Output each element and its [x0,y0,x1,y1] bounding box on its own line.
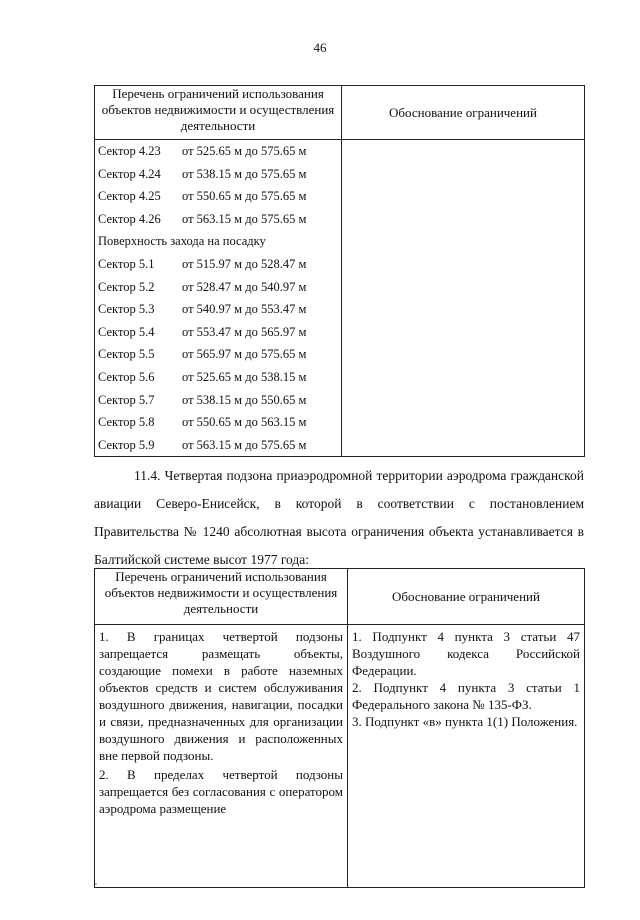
sector-row [95,140,341,163]
sector-name: Сектор 5.2 [98,279,155,294]
scan-speck [95,883,97,885]
sector-name: Сектор 5.4 [98,324,155,339]
sector-row [95,389,341,412]
sector-row [95,163,341,186]
restriction-item: 1. В границах четвертой подзоны запрещается размещать объекты, создающие помехи в работе наземных объектов средств и систем обслуживания воздушного движения, навигации, посадки и связи, предназначенных для организации воздушного движения и расположенных вне первой подзоны. [99,629,343,763]
sector-name: Сектор 4.23 [98,144,161,158]
paragraph-11-4 [94,462,584,574]
sector-row [95,230,341,253]
sector-name: Сектор 5.9 [98,437,155,452]
sector-height-range: от 538.15 м до 550.65 м [182,392,307,407]
sector-height-range: от 563.15 м до 575.65 м [182,211,307,226]
sector-name: Сектор 4.26 [98,211,161,226]
justification-item: 1. Подпункт 4 пункта 3 статьи 47 Воздушного кодекса Российской Федерации. [352,629,580,678]
sector-height-range: от 550.65 м до 563.15 м [182,415,307,430]
sector-height-range: от 540.97 м до 553.47 м [182,302,307,317]
sector-list [95,140,342,457]
paragraph-number: 11.4. [134,468,161,483]
restrictions-cell [95,625,348,888]
sector-height-range: от 565.97 м до 575.65 м [182,347,307,362]
sector-row [95,321,341,344]
restrictions-table-upper [94,85,585,457]
sector-name: Сектор 5.6 [98,369,155,384]
sector-name: Поверхность захода на посадку [98,234,266,249]
sector-height-range: от 563.15 м до 575.65 м [182,437,307,452]
sector-name: Сектор 4.24 [98,166,161,181]
sector-name: Сектор 5.7 [98,392,155,407]
table-header-justification: Обоснование ограничений [342,86,585,140]
sector-row [95,208,341,231]
sector-name: Сектор 5.8 [98,415,155,430]
restrictions-table-lower [94,568,585,888]
table-header-restrictions: Перечень ограничений использования объектов недвижимости и осуществления деятельности [95,569,348,625]
sector-name: Сектор 5.5 [98,347,155,362]
table-header-restrictions: Перечень ограничений использования объектов недвижимости и осуществления деятельности [95,86,342,140]
sector-row [95,185,341,208]
sector-row [95,343,341,366]
justification-cell-empty [342,140,585,457]
paragraph-text: Четвертая подзона приаэродромной территории аэродрома гражданской авиации Северо-Енисейск, в которой в соответствии с постановлением Правительства № 1240 абсолютная высота ограничения объекта устанавливается в Балтийской системе высот 1977 года: [94,468,584,567]
sector-height-range: от 538.15 м до 575.65 м [182,166,307,181]
sector-height-range: от 525.65 м до 575.65 м [182,144,307,158]
sector-row [95,276,341,299]
sector-row [95,253,341,276]
sector-height-range: от 553.47 м до 565.97 м [182,324,307,339]
sector-row [95,298,341,321]
sector-name: Сектор 5.1 [98,256,155,271]
justification-item: 2. Подпункт 4 пункта 3 статьи 1 Федерального закона № 135-ФЗ. [352,680,580,712]
sector-row [95,434,341,457]
sector-name: Сектор 5.3 [98,302,155,317]
justification-item: 3. Подпункт «в» пункта 1(1) Положения. [352,714,578,729]
justification-cell [348,625,585,888]
sector-name: Сектор 4.25 [98,189,161,204]
restriction-item: 2. В пределах четвертой подзоны запрещается без согласования с оператором аэродрома размещение [99,767,343,816]
table-header-justification: Обоснование ограничений [348,569,585,625]
page-number: 46 [313,40,327,55]
sector-height-range: от 550.65 м до 575.65 м [182,189,307,204]
sector-height-range: от 528.47 м до 540.97 м [182,279,307,294]
sector-height-range: от 515.97 м до 528.47 м [182,256,307,271]
sector-row [95,411,341,434]
sector-row [95,366,341,389]
sector-height-range: от 525.65 м до 538.15 м [182,369,307,384]
